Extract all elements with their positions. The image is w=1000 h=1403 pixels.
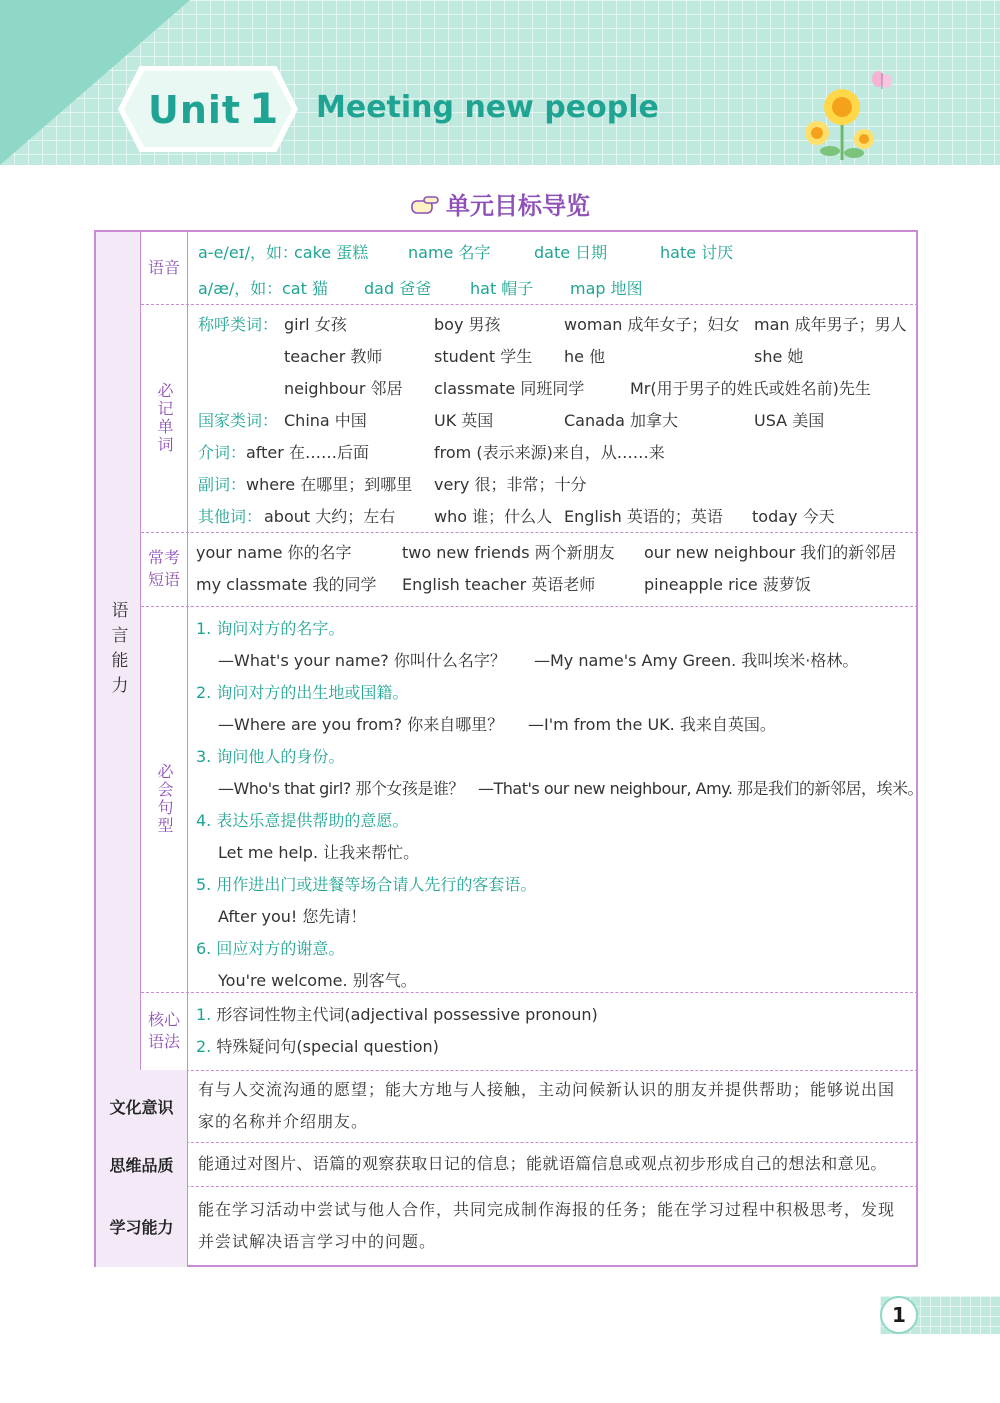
sentence-title-1: 1. 询问对方的名字。 xyxy=(196,619,345,638)
row-divider xyxy=(141,532,918,533)
page-number: 1 xyxy=(880,1296,918,1334)
row-divider xyxy=(141,304,918,305)
pointing-hand-icon xyxy=(410,193,440,217)
grammar-label: 核心语法 xyxy=(141,992,188,1070)
vocabulary-label: 必记单词 xyxy=(141,304,188,532)
phonics-label: 语音 xyxy=(141,232,188,304)
unit-title: Meeting new people xyxy=(316,90,659,125)
sunflower-icon xyxy=(805,89,874,160)
row-divider xyxy=(96,1186,918,1187)
sentence-title-2: 2. 询问对方的出生地或国籍。 xyxy=(196,683,409,702)
learning-text: 能在学习活动中尝试与他人合作，共同完成制作海报的任务；能在学习过程中积极思考，发现并尝试解决语言学习中的问题。 xyxy=(198,1200,896,1251)
culture-label: 文化意识 xyxy=(96,1070,188,1142)
row-divider xyxy=(96,1142,918,1143)
sentence-title-4: 4. 表达乐意提供帮助的意愿。 xyxy=(196,811,409,830)
sentence-title-6: 6. 回应对方的谢意。 xyxy=(196,939,345,958)
sentence-title-3: 3. 询问他人的身份。 xyxy=(196,747,345,766)
phrases-label: 常考短语 xyxy=(141,532,188,606)
sentence-4-line: Let me help. 让我来帮忙。 xyxy=(218,843,420,862)
sentence-6-line: You're welcome. 别客气。 xyxy=(218,971,417,990)
goals-table: 语言能力 语音 必记单词 常考短语 必会句型 核心语法 a-e/eɪ/，如： cake 蛋糕 name 名字 date 日期 hate 讨厌 a/æ/，如： cat 猫 dad 爸爸 hat 帽子 map 地图 称呼类词： girl 女孩 boy 男孩 woman 成年女子；妇女 man 成年男子；男人 teacher 教师 student 学生 he 他 she 她 neighbour 邻居 classmate 同班同学 Mr(用于男子的姓氏或姓名前)先生 国家类词： China 中国 UK 英国 Canada 加拿大 USA 美国 介词： after 在……后面 from (表示来源)来自，从……来 副词： where 在哪里；到哪里 very 很；非常；十分 其他词： about 大约；左右 who 谁；什么人 English 英语的；英语 today 今天 your name 你的名字 two new friends 两个新朋友 our new neighbour 我们的新邻居 my classmate 我的同学 English teacher 英语老师 pineapple rice 菠萝饭 1. 询问对方的名字。 —What's your name? 你叫什么名字？ —My name's Amy Green. 我叫埃米·格林。 2. 询问对方的出生地或国籍。 —Where are you from? 你来自哪里？ —I'm from the UK. 我来自英国。 3. 询问他人的身份。 —Who's that girl? 那个女孩是谁？ —That's our new neighbour, Amy. 那是我们的新邻居，埃米。 4. 表达乐意提供帮助的意愿。 Let me help. 让我来帮忙。 5. 用作进出门或进餐等场合请人先行的客套语。 After you! 您先请！ 6. 回应对方的谢意。 You're welcome. 别客气。 1. 形容词性物主代词(adjectival possessive pronoun) 2. 特殊疑问句(special question) 文化意识 有与人交流沟通的愿望；能大方地与人接触，主动问候新认识的朋友并提供帮助；能够说出国家的名称并介绍朋友。 思维品质 能通过对图片、语篇的观察获取日记的信息；能就语篇信息或观点初步形成自己的想法和意见。 学习能力 能在学习活动中尝试与他人合作，共同完成制作海报的任务；能在学习过程中积极思考，发现并尝试解决语言学习中的问题。 xyxy=(94,230,918,1267)
thinking-text: 能通过对图片、语篇的观察获取日记的信息；能就语篇信息或观点初步形成自己的想法和意见。 xyxy=(198,1154,887,1173)
section-heading-text: 单元目标导览 xyxy=(446,192,590,220)
butterfly-icon xyxy=(872,71,892,89)
sentence-5-line: After you! 您先请！ xyxy=(218,907,367,926)
learning-label: 学习能力 xyxy=(96,1186,188,1267)
flowers-illustration xyxy=(790,65,920,165)
section-heading xyxy=(0,186,1000,221)
sentences-label: 必会句型 xyxy=(141,606,188,992)
row-divider xyxy=(141,606,918,607)
thinking-label: 思维品质 xyxy=(96,1142,188,1186)
culture-text: 有与人交流沟通的愿望；能大方地与人接触，主动问候新认识的朋友并提供帮助；能够说出国家的名称并介绍朋友。 xyxy=(198,1080,896,1131)
grammar-item-1: 1. 形容词性物主代词(adjectival possessive pronoun) xyxy=(196,1005,598,1024)
language-ability-label: 语言能力 xyxy=(96,232,141,1070)
row-divider xyxy=(96,1070,918,1071)
unit-label xyxy=(148,84,279,133)
row-divider xyxy=(141,992,918,993)
grammar-item-2: 2. 特殊疑问句(special question) xyxy=(196,1037,439,1056)
sentence-title-5: 5. 用作进出门或进餐等场合请人先行的客套语。 xyxy=(196,875,537,894)
unit-word: Unit xyxy=(148,88,242,132)
unit-number: 1 xyxy=(249,84,280,133)
